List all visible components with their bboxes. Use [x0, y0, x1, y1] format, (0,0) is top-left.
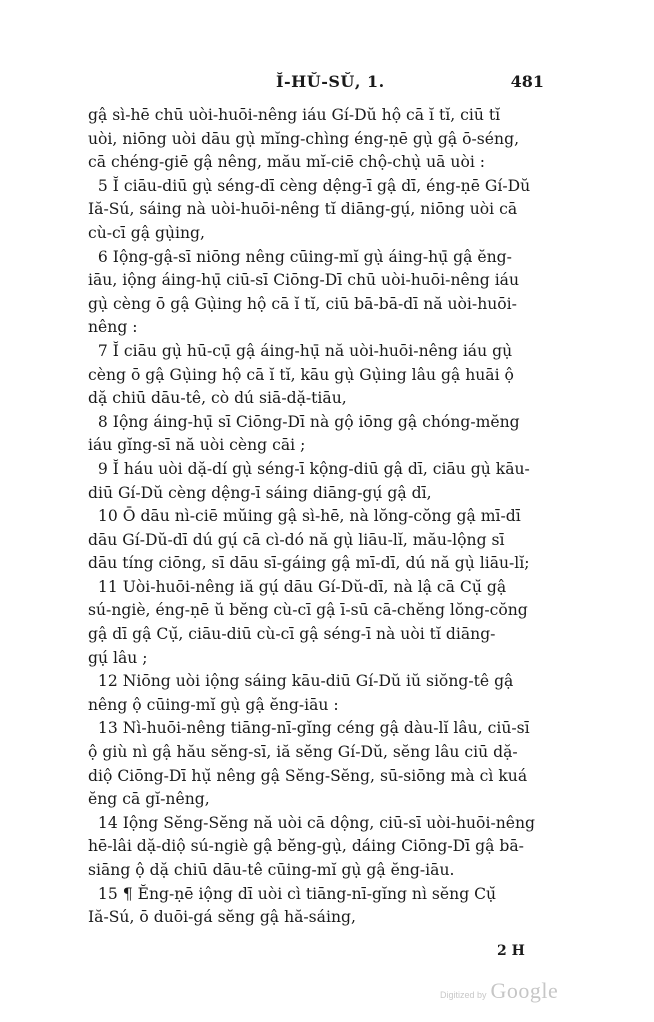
text-line: siāng ộ dặ chiū dāu-tê cūing-mĭ gụ̀ gậ ĕng-iāu.: [88, 861, 455, 879]
google-watermark: [440, 978, 558, 1004]
text-line: ộ giù nì gậ hău sĕng-sī, iă sĕng Gí-Dŭ, sĕng lâu ciū dặ-: [88, 743, 518, 762]
text-line: Iă-Sú, ō duōi-gá sĕng gậ hă-sáing,: [88, 908, 356, 927]
text-line: 11 Uòi-huōi-nêng iă gụ́ dāu Gí-Dŭ-dī, nà lậ cā Cụ̆ gậ: [88, 577, 507, 596]
text-line: sú-ngiè, éng-ṇē ŭ bĕng cù-cī gậ ī-sū cā-chĕng lŏng-cŏng: [88, 601, 528, 620]
text-line: ĕng cā gĭ-nêng,: [88, 790, 210, 809]
text-line: diộ Ciōng-Dī hụ̆ nêng gậ Sĕng-Sĕng, sū-siōng mà cì kuá: [88, 766, 528, 785]
text-line: 8 Iộng áing-hụ̄ sī Ciōng-Dī nà gộ iōng gậ chóng-mĕng: [88, 412, 520, 431]
text-line: 9 Ĭ háu uòi dặ-dí gụ̀ séng-ī kộng-diū gậ dī, ciāu gụ̀ kāu-: [88, 459, 530, 478]
text-line: dāu Gí-Dŭ-dī dú gụ́ cā cì-dó nă gụ̀ liāu-lĭ, mău-lộng sī: [88, 530, 505, 549]
page-header: [90, 72, 544, 96]
text-line: gụ́ lâu ;: [88, 648, 148, 667]
text-line: nêng ộ cūing-mĭ gụ̀ gậ ĕng-iāu :: [88, 695, 339, 714]
text-line: dặ chiū dāu-tê, cò dú siā-dặ-tiāu,: [88, 389, 347, 408]
text-line: iáu gĭng-sī nă uòi cèng cāi ;: [88, 436, 306, 455]
text-line: 15 ¶ Ĕng-ṇē iộng dī uòi cì tiāng-nī-gĭng nì sĕng Cụ̆: [88, 884, 497, 903]
text-line: gậ sì-hē chū uòi-huōi-nêng iáu Gí-Dŭ hộ cā ĭ tĭ, ciū tĭ: [88, 106, 501, 124]
running-title: Ĭ-HŬ-SŬ, 1.: [276, 72, 385, 91]
text-line: gậ dī gậ Cụ̆, ciāu-diū cù-cī gậ séng-ī nà uòi tĭ diāng-: [88, 625, 496, 644]
text-line: gụ̀ cèng ō gậ Gụ̀ing hộ cā ĭ tĭ, ciū bā-bā-dī nă uòi-huōi-: [88, 294, 517, 313]
text-line: 10 Ō dāu nì-ciē mŭing gậ sì-hē, nà lŏng-cŏng gậ mī-dī: [88, 507, 521, 526]
watermark-prefix: Digitized by: [440, 990, 487, 1000]
text-line: 6 Iộng-gậ-sī niōng nêng cūing-mĭ gụ̀ áing-hụ̄ gậ ĕng-: [88, 247, 512, 266]
text-line: iāu, iộng áing-hụ̄ ciū-sī Ciōng-Dī chū uòi-huōi-nêng iáu: [88, 271, 520, 290]
text-line: 14 Iộng Sĕng-Sĕng nă uòi cā dộng, ciū-sī uòi-huōi-nêng: [88, 813, 536, 832]
text-line: Iă-Sú, sáing nà uòi-huōi-nêng tĭ diāng-gụ́, niōng uòi cā: [88, 200, 518, 219]
text-line: 7 Ĭ ciāu gụ̀ hū-cụ̄ gậ áing-hụ̄ nă uòi-huōi-nêng iáu gụ̀: [88, 341, 513, 360]
page-number: 481: [510, 72, 544, 91]
text-line: hē-lâi dặ-diộ sú-ngiè gậ bĕng-gụ̀, dáing Ciōng-Dī gậ bā-: [88, 837, 524, 856]
text-line: 13 Nì-huōi-nêng tiāng-nī-gĭng céng gậ dàu-lĭ lâu, ciū-sī: [88, 719, 530, 738]
signature-mark: 2 H: [497, 943, 525, 959]
text-line: uòi, niōng uòi dāu gụ̀ mĭng-chìng éng-ṇē gụ̀ gậ ō-séng,: [88, 129, 520, 148]
text-line: dāu tíng ciōng, sī dāu sī-gáing gậ mī-dī, dú nă gụ̀ liāu-lĭ;: [88, 554, 530, 573]
text-line: 12 Niōng uòi iộng sáing kāu-diū Gí-Dŭ iŭ siŏng-tê gậ: [88, 672, 514, 691]
text-line: cù-cī gậ gụ̀ing,: [88, 223, 205, 242]
text-line: diū Gí-Dŭ cèng dệng-ī sáing diāng-gụ́ gậ dī,: [88, 483, 432, 502]
text-line: 5 Ĭ ciāu-diū gụ̀ séng-dī cèng dệng-ī gậ dī, éng-ṇē Gí-Dŭ: [88, 176, 531, 195]
text-line: nêng :: [88, 318, 138, 337]
body-text: [88, 104, 568, 930]
text-line: cèng ō gậ Gụ̀ing hộ cā ĭ tĭ, kāu gụ̀ Gụ̀ing lâu gậ huāi ộ: [88, 365, 514, 384]
text-line: cā chéng-giē gậ nêng, mău mĭ-ciē chộ-chụ̀ uā uòi :: [88, 153, 486, 172]
google-logo: Google: [490, 978, 559, 1003]
